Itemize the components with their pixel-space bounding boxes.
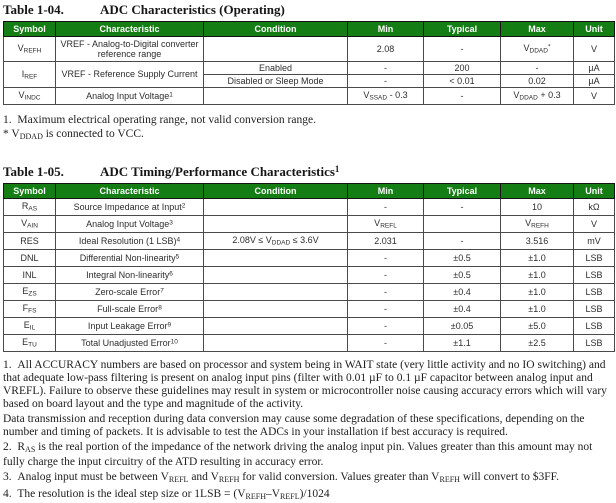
cell-condition xyxy=(204,284,348,301)
column-header-max: Max xyxy=(501,22,574,37)
table-1-04-footnotes xyxy=(3,114,614,143)
table-1-05-title xyxy=(3,164,614,180)
cell-condition xyxy=(204,301,348,318)
cell-symbol: DNL xyxy=(4,250,56,267)
footnote: * $V_{DDAD}$ is connected to VCC. xyxy=(3,128,144,141)
cell-symbol: $E_{ZS}$ xyxy=(4,284,56,301)
table-row xyxy=(4,267,615,284)
cell-symbol: $V_{REFH}$ xyxy=(4,37,56,62)
table-1-05 xyxy=(3,183,615,352)
column-header-min: Min xyxy=(348,184,424,199)
cell-max: 10 xyxy=(501,199,574,216)
cell-condition xyxy=(204,37,348,62)
cell-condition xyxy=(204,267,348,284)
header-row xyxy=(4,184,615,199)
cell-unit: V xyxy=(574,88,615,105)
cell-max: $V_{REFH}$ xyxy=(501,216,574,233)
footnote: 4. The resolution is the ideal step size or $1LSB = (V_{REFH}-V_{REFL})/1024$ xyxy=(3,488,330,501)
cell-min: $V_{SSAD} - 0.3$ xyxy=(348,88,424,105)
cell-typical: - xyxy=(424,88,501,105)
cell-condition: Enabled xyxy=(204,62,348,75)
footnote-paragraph: Data transmission and reception during data conversion may cause some degradation of these specifications, depending on the number and timing of packets. It is advisable to test the ADCs in your installation if best accuracy is required. xyxy=(3,413,585,438)
cell-typical: ±1.1 xyxy=(424,335,501,352)
footnote: 2. $R_{AS}$ is the real portion of the impedance of the network driving the analog input pin. Values greater than this amount may not fully charge the input circuitry of the ATD resulting in accuracy error. xyxy=(3,441,593,468)
cell-unit: LSB xyxy=(574,250,615,267)
cell-max: $V_{DDAD}^*$ xyxy=(501,37,574,62)
cell-characteristic: Ideal Resolution (1 LSB)$^4$ xyxy=(56,233,204,250)
table-row xyxy=(4,88,615,105)
column-header-typical: Typical xyxy=(424,184,501,199)
cell-min: $V_{REFL}$ xyxy=(348,216,424,233)
table-row xyxy=(4,335,615,352)
table-1-04-title-text: ADC Characteristics (Operating) xyxy=(100,2,285,17)
column-header-min: Min xyxy=(348,22,424,37)
cell-characteristic: Full-scale Error$^8$ xyxy=(56,301,204,318)
table-1-04-title xyxy=(3,2,614,18)
column-header-characteristic: Characteristic xyxy=(56,22,204,37)
cell-min: - xyxy=(348,267,424,284)
cell-condition xyxy=(204,250,348,267)
column-header-unit: Unit xyxy=(574,184,615,199)
cell-typical: ±0.5 xyxy=(424,267,501,284)
cell-condition: $2.08V \le V_{DDAD} \le 3.6V$ xyxy=(204,233,348,250)
cell-unit: LSB xyxy=(574,284,615,301)
cell-condition xyxy=(204,199,348,216)
cell-symbol: $R_{AS}$ xyxy=(4,199,56,216)
cell-symbol: $E_{TU}$ xyxy=(4,335,56,352)
cell-symbol: $V_{AIN}$ xyxy=(4,216,56,233)
footnote: 3. Analog input must be between $V_{REFL}$ and $V_{REFH}$ for valid conversion. Values greater than $V_{REFH}$ will convert to $3FF. xyxy=(3,471,560,484)
cell-min: - xyxy=(348,335,424,352)
cell-typical: 200 xyxy=(424,62,501,75)
cell-condition: Disabled or Sleep Mode xyxy=(204,75,348,88)
cell-characteristic: VREF - Analog-to-Digital converter reference range xyxy=(56,37,204,62)
cell-typical: ±0.4 xyxy=(424,301,501,318)
cell-characteristic: Integral Non-linearity$^6$ xyxy=(56,267,204,284)
table-row xyxy=(4,284,615,301)
cell-unit: µA xyxy=(574,75,615,88)
column-header-symbol: Symbol xyxy=(4,184,56,199)
table-1-04 xyxy=(3,21,615,105)
cell-symbol: $F_{FS}$ xyxy=(4,301,56,318)
cell-symbol: $V_{INDC}$ xyxy=(4,88,56,105)
cell-max: ±1.0 xyxy=(501,301,574,318)
cell-typical: - xyxy=(424,37,501,62)
cell-min: - xyxy=(348,75,424,88)
cell-unit: V xyxy=(574,37,615,62)
column-header-characteristic: Characteristic xyxy=(56,184,204,199)
cell-typical: ±0.5 xyxy=(424,250,501,267)
cell-characteristic: Source Impedance at Input$^2$ xyxy=(56,199,204,216)
table-row xyxy=(4,216,615,233)
cell-min: - xyxy=(348,62,424,75)
column-header-unit: Unit xyxy=(574,22,615,37)
cell-min: 2.08 xyxy=(348,37,424,62)
table-row xyxy=(4,301,615,318)
table-row xyxy=(4,250,615,267)
column-header-typical: Typical xyxy=(424,22,501,37)
column-header-symbol: Symbol xyxy=(4,22,56,37)
cell-unit: mV xyxy=(574,233,615,250)
cell-max: ±2.5 xyxy=(501,335,574,352)
table-1-05-title-text: ADC Timing/Performance Characteristics$^1$ xyxy=(100,164,340,179)
table-row xyxy=(4,62,615,75)
cell-unit: kΩ xyxy=(574,199,615,216)
cell-min: 2.031 xyxy=(348,233,424,250)
cell-condition xyxy=(204,318,348,335)
cell-typical: - xyxy=(424,233,501,250)
cell-characteristic: Analog Input Voltage$^1$ xyxy=(56,88,204,105)
cell-unit: LSB xyxy=(574,318,615,335)
cell-max: $V_{DDAD} + 0.3$ xyxy=(501,88,574,105)
footnote: 1. Maximum electrical operating range, not valid conversion range. xyxy=(3,114,316,126)
cell-symbol: INL xyxy=(4,267,56,284)
cell-unit: LSB xyxy=(574,335,615,352)
footnote: 1. All ACCURACY numbers are based on processor and system being in WAIT state (very little activity and no IO switching) and that adequate low-pass filtering is present on analog input pins (filter with 0.01 µF to 0.1 µF capacitor between analog input and VREFL). Failure to observe these guidelines may result in system or microcontroller noise causing accuracy errors which will vary based on board layout and the type and magnitude of the activity. xyxy=(3,359,607,410)
cell-max: ±1.0 xyxy=(501,284,574,301)
cell-max: ±1.0 xyxy=(501,267,574,284)
cell-unit: LSB xyxy=(574,267,615,284)
cell-min: - xyxy=(348,284,424,301)
table-row xyxy=(4,233,615,250)
cell-unit: V xyxy=(574,216,615,233)
cell-characteristic: Total Unadjusted Error$^{10}$ xyxy=(56,335,204,352)
table-1-05-footnotes xyxy=(3,359,614,503)
cell-max: - xyxy=(501,62,574,75)
cell-typical xyxy=(424,216,501,233)
cell-typical: ±0.4 xyxy=(424,284,501,301)
table-row xyxy=(4,199,615,216)
cell-min: - xyxy=(348,318,424,335)
cell-unit: µA xyxy=(574,62,615,75)
cell-characteristic: VREF - Reference Supply Current xyxy=(56,62,204,88)
cell-max: 0.02 xyxy=(501,75,574,88)
cell-min: - xyxy=(348,301,424,318)
table-1-04-title-label: Table 1-04. xyxy=(3,2,64,17)
cell-typical: ±0.05 xyxy=(424,318,501,335)
cell-symbol: RES xyxy=(4,233,56,250)
header-row xyxy=(4,22,615,37)
cell-condition xyxy=(204,335,348,352)
cell-min: - xyxy=(348,250,424,267)
cell-condition xyxy=(204,88,348,105)
cell-max: ±5.0 xyxy=(501,318,574,335)
cell-unit: LSB xyxy=(574,301,615,318)
cell-typical: < 0.01 xyxy=(424,75,501,88)
cell-condition xyxy=(204,216,348,233)
column-header-condition: Condition xyxy=(204,22,348,37)
cell-symbol: $I_{REF}$ xyxy=(4,62,56,88)
cell-typical: - xyxy=(424,199,501,216)
column-header-max: Max xyxy=(501,184,574,199)
cell-max: 3.516 xyxy=(501,233,574,250)
cell-max: ±1.0 xyxy=(501,250,574,267)
cell-characteristic: Input Leakage Error$^9$ xyxy=(56,318,204,335)
cell-symbol: $E_{IL}$ xyxy=(4,318,56,335)
cell-min: - xyxy=(348,199,424,216)
cell-characteristic: Analog Input Voltage$^3$ xyxy=(56,216,204,233)
cell-characteristic: Differential Non-linearity$^5$ xyxy=(56,250,204,267)
column-header-condition: Condition xyxy=(204,184,348,199)
table-1-05-title-label: Table 1-05. xyxy=(3,164,64,179)
table-row xyxy=(4,318,615,335)
cell-characteristic: Zero-scale Error$^7$ xyxy=(56,284,204,301)
table-row xyxy=(4,37,615,62)
